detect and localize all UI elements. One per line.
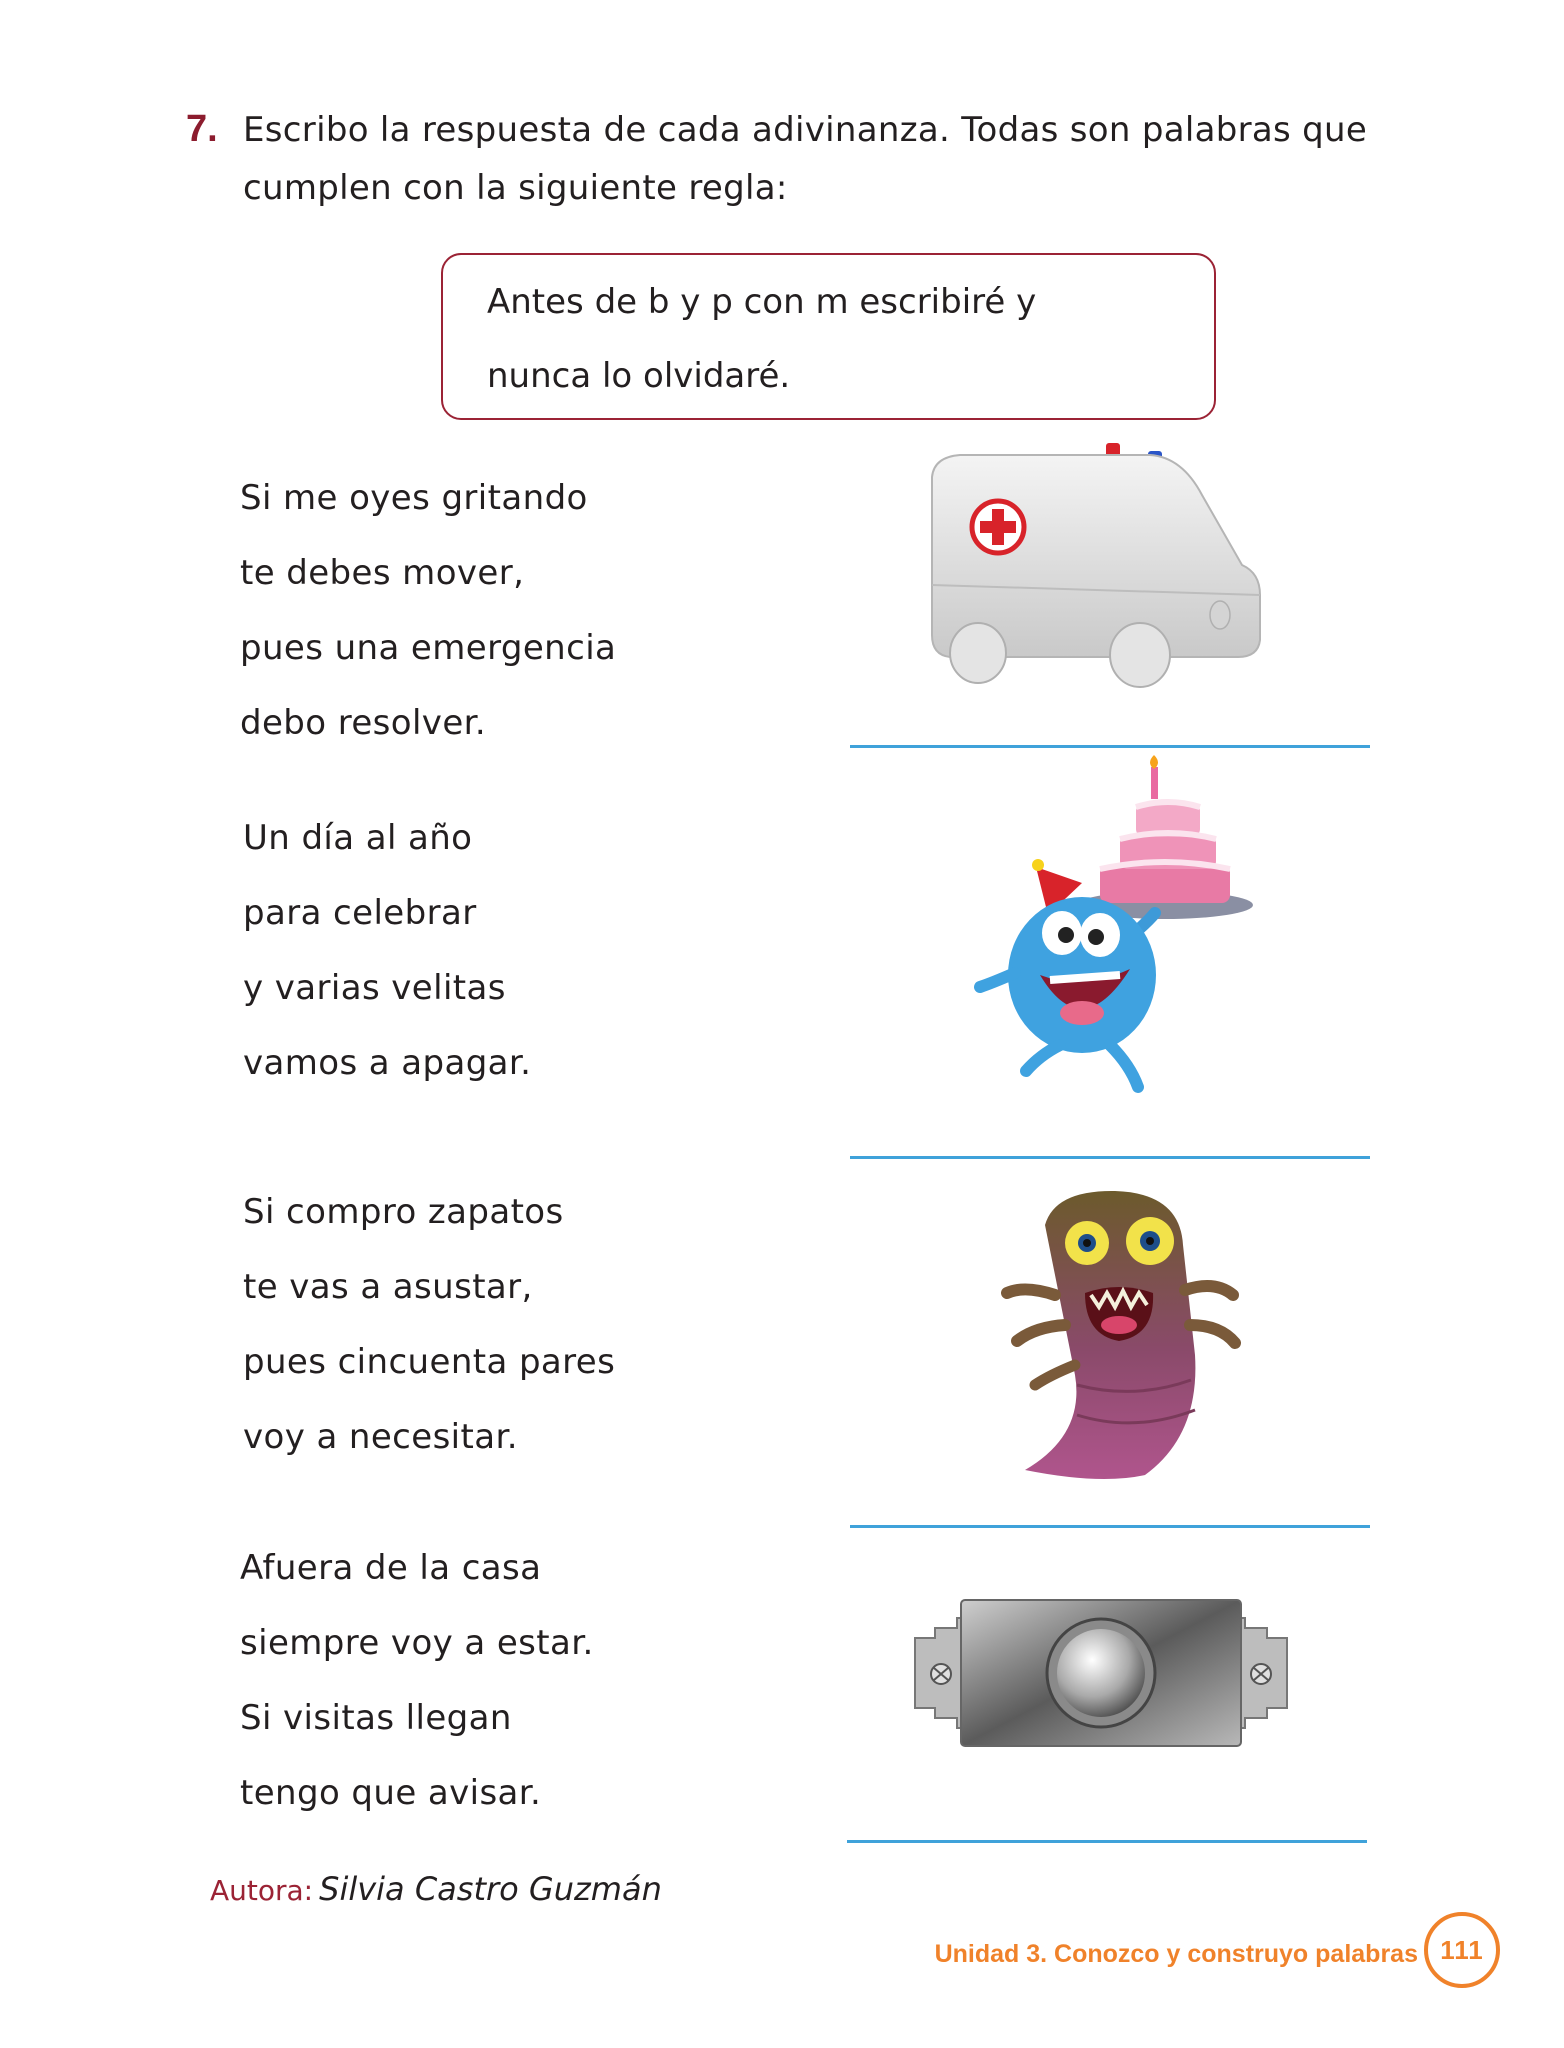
author-name: Silvia Castro Guzmán — [319, 1870, 662, 1908]
riddle-2-line-3: y varias velitas — [243, 968, 506, 1008]
riddle-1-line-1: Si me oyes gritando — [240, 478, 588, 518]
riddle-3-line-2: te vas a asustar, — [243, 1267, 533, 1307]
riddle-4-line-2: siempre voy a estar. — [240, 1623, 594, 1663]
birthday-cake-monster-icon — [970, 755, 1290, 1100]
author-label: Autora: — [210, 1874, 314, 1907]
answer-line-2[interactable] — [850, 1156, 1370, 1159]
exercise-number: 7. — [186, 108, 218, 150]
author-credit — [210, 1870, 662, 1908]
riddle-4-line-3: Si visitas llegan — [240, 1698, 512, 1738]
ambulance-icon — [920, 435, 1290, 690]
riddle-1-line-2: te debes mover, — [240, 553, 525, 593]
riddle-4-line-1: Afuera de la casa — [240, 1548, 542, 1588]
riddle-2-line-4: vamos a apagar. — [243, 1043, 532, 1083]
answer-line-4[interactable] — [847, 1840, 1367, 1843]
riddle-3-line-3: pues cincuenta pares — [243, 1342, 616, 1382]
answer-line-1[interactable] — [850, 745, 1370, 748]
riddle-2-line-1: Un día al año — [243, 818, 473, 858]
riddle-3-line-4: voy a necesitar. — [243, 1417, 518, 1457]
riddle-3-line-1: Si compro zapatos — [243, 1192, 564, 1232]
riddle-1-line-3: pues una emergencia — [240, 628, 617, 668]
rule-box — [441, 253, 1216, 420]
riddle-2-line-2: para celebrar — [243, 893, 477, 933]
exercise-instruction-line1: Escribo la respuesta de cada adivinanza. Todas son palabras que — [243, 110, 1368, 150]
rule-line1: Antes de b y p con m escribiré y — [487, 282, 1037, 322]
page-number-badge — [1424, 1912, 1500, 1988]
riddle-4-line-4: tengo que avisar. — [240, 1773, 542, 1813]
doorbell-icon — [905, 1598, 1297, 1748]
page-number: 111 — [1440, 1934, 1484, 1965]
centipede-monster-icon — [995, 1185, 1245, 1485]
answer-line-3[interactable] — [850, 1525, 1370, 1528]
footer-unit-title: Unidad 3. Conozco y construyo palabras — [934, 1940, 1418, 1968]
exercise-instruction-line2: cumplen con la siguiente regla: — [243, 168, 788, 208]
rule-line2: nunca lo olvidaré. — [487, 356, 791, 396]
riddle-1-line-4: debo resolver. — [240, 703, 487, 743]
